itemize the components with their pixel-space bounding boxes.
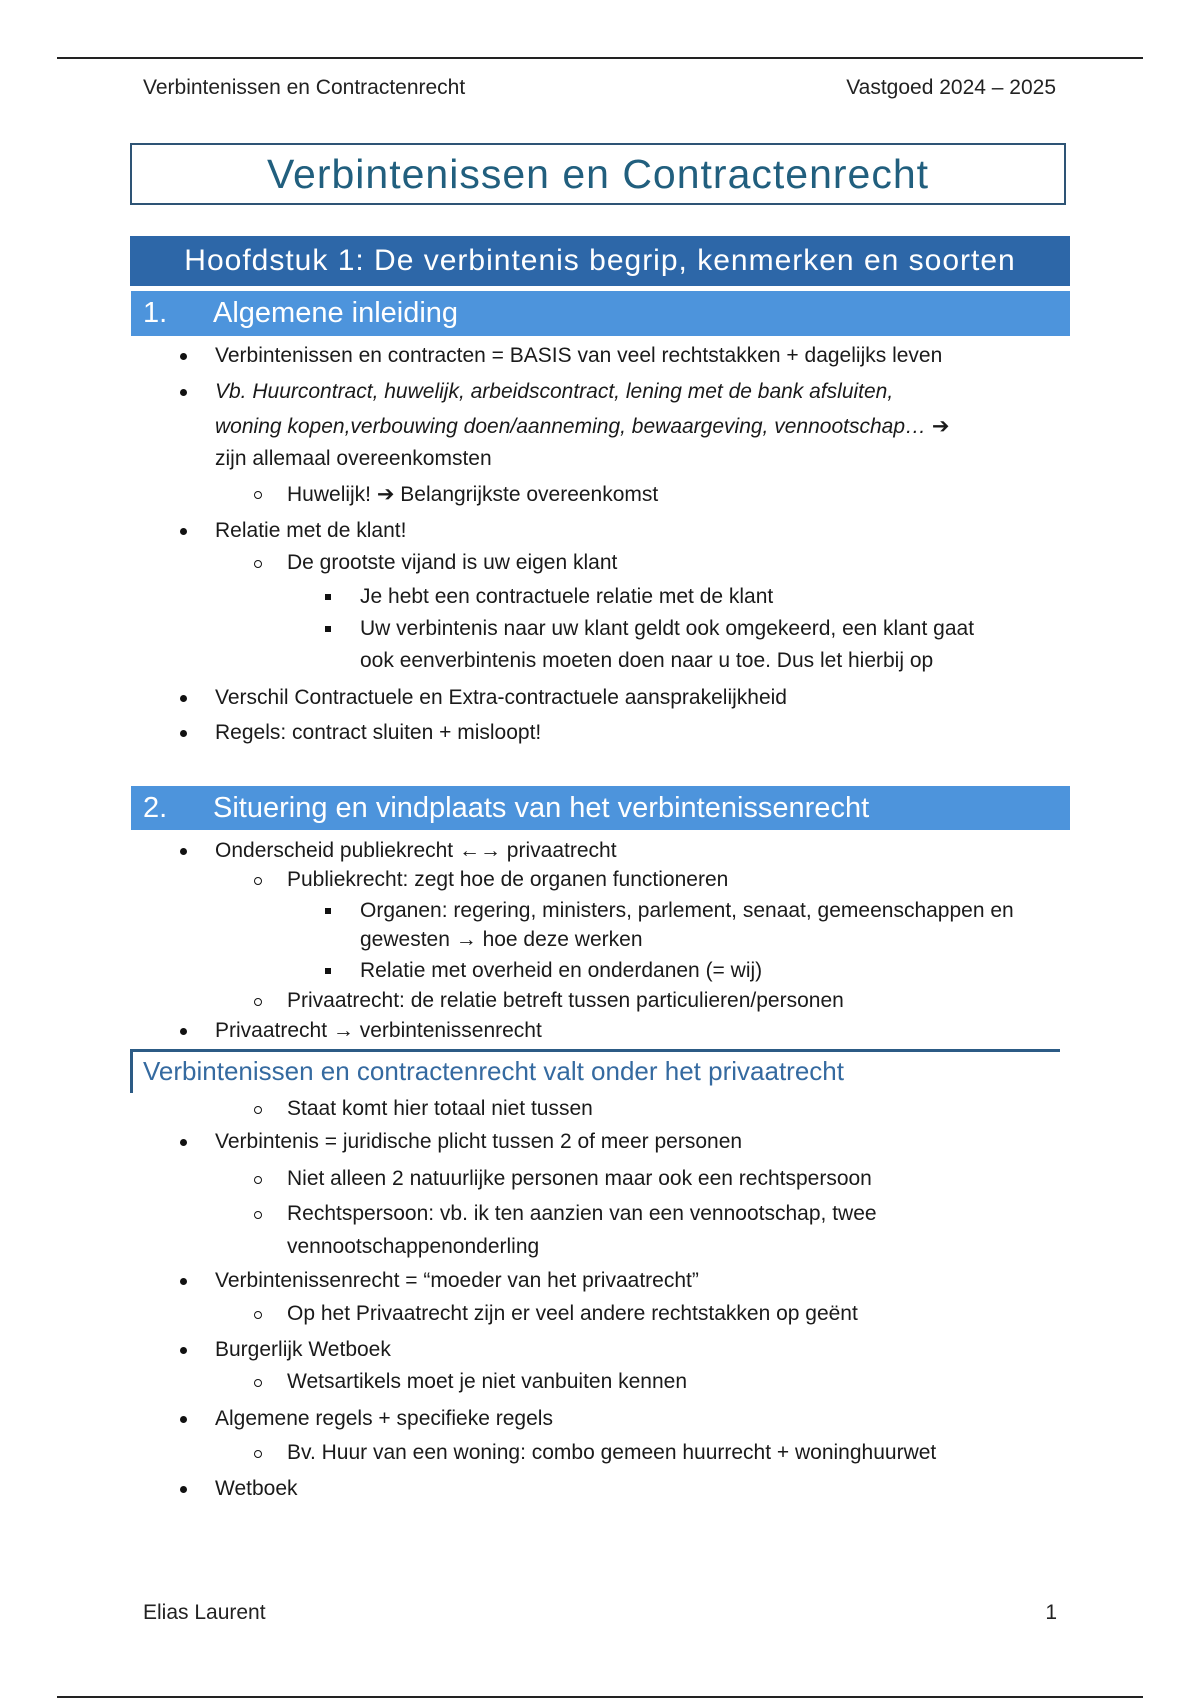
list-item: Huwelijk! ➔ Belangrijkste overeenkomst [287, 483, 659, 506]
header-right: Vastgoed 2024 – 2025 [846, 76, 1056, 99]
bullet [180, 1416, 187, 1423]
bullet [254, 1450, 262, 1458]
section-title: Situering en vindplaats van het verbintenissenrecht [213, 791, 870, 824]
list-item: Privaatrecht → verbintenissenrecht [215, 1019, 542, 1042]
list-item: Vb. Huurcontract, huwelijk, arbeidscontract, lening met de bank afsluiten, [215, 380, 894, 403]
bullet [254, 1311, 262, 1319]
bullet [180, 695, 187, 702]
list-item: Verbintenissen en contracten = BASIS van veel rechtstakken + dagelijks leven [215, 344, 943, 367]
list-item-continued: zijn allemaal overeenkomsten [215, 447, 492, 470]
list-item: Rechtspersoon: vb. ik ten aanzien van een vennootschap, twee [287, 1202, 877, 1225]
list-item: Onderscheid publiekrecht ←→ privaatrecht [215, 839, 617, 862]
list-item: Relatie met overheid en onderdanen (= wij) [360, 959, 763, 982]
top-rule [57, 57, 1143, 59]
list-item: Algemene regels + specifieke regels [215, 1407, 553, 1430]
list-item: Relatie met de klant! [215, 519, 407, 542]
page-number: 1 [1045, 1601, 1057, 1624]
bullet [180, 848, 187, 855]
bullet [180, 730, 187, 737]
subheading: Verbintenissen en contractenrecht valt onder het privaatrecht [130, 1049, 1060, 1093]
bottom-rule [57, 1696, 1143, 1698]
list-item-continued: woning kopen,verbouwing doen/aanneming, bewaargeving, vennootschap… ➔ [215, 415, 950, 438]
header-left: Verbintenissen en Contractenrecht [143, 76, 466, 99]
bullet [180, 353, 187, 360]
list-item: Verschil Contractuele en Extra-contractuele aansprakelijkheid [215, 686, 787, 709]
bullet [180, 528, 187, 535]
bullet [254, 1106, 262, 1114]
list-item: Niet alleen 2 natuurlijke personen maar ook een rechtspersoon [287, 1167, 872, 1190]
section-number: 1. [143, 297, 168, 329]
list-item-continued: ook eenverbintenis moeten doen naar u toe. Dus let hierbij op [360, 649, 934, 672]
document-title: Verbintenissen en Contractenrecht [130, 143, 1066, 205]
bullet [325, 594, 331, 600]
bullet [325, 968, 331, 974]
list-item: Wetsartikels moet je niet vanbuiten kennen [287, 1370, 688, 1393]
list-item: Organen: regering, ministers, parlement, senaat, gemeenschappen en [360, 899, 1014, 922]
section-title: Algemene inleiding [213, 297, 459, 329]
list-item: Staat komt hier totaal niet tussen [287, 1097, 593, 1120]
footer-author: Elias Laurent [143, 1601, 266, 1624]
bullet [180, 1139, 187, 1146]
list-item: Bv. Huur van een woning: combo gemeen huurrecht + woninghuurwet [287, 1441, 937, 1464]
list-item: Privaatrecht: de relatie betreft tussen particulieren/personen [287, 989, 844, 1012]
section-number: 2. [143, 791, 168, 824]
list-item-continued: gewesten → hoe deze werken [360, 928, 643, 951]
bullet [254, 1176, 262, 1184]
list-item: Regels: contract sluiten + misloopt! [215, 721, 542, 744]
bullet [325, 626, 331, 632]
bullet [254, 1211, 262, 1219]
bullet [254, 491, 262, 499]
chapter-heading: Hoofdstuk 1: De verbintenis begrip, kenmerken en soorten [130, 236, 1070, 286]
list-item: Burgerlijk Wetboek [215, 1338, 391, 1361]
list-item: Verbintenissenrecht = “moeder van het privaatrecht” [215, 1269, 699, 1292]
bullet [180, 389, 187, 396]
list-item: Je hebt een contractuele relatie met de klant [360, 585, 774, 608]
bullet [254, 560, 262, 568]
bullet [254, 1379, 262, 1387]
bullet [254, 998, 262, 1006]
bullet [180, 1278, 187, 1285]
bullet [180, 1486, 187, 1493]
list-item: Verbintenis = juridische plicht tussen 2 of meer personen [215, 1130, 743, 1153]
bullet [180, 1028, 187, 1035]
section-2-heading [131, 786, 1070, 830]
bullet [180, 1347, 187, 1354]
list-item: Op het Privaatrecht zijn er veel andere rechtstakken op geënt [287, 1302, 858, 1325]
list-item: Uw verbintenis naar uw klant geldt ook omgekeerd, een klant gaat [360, 617, 975, 640]
list-item: Publiekrecht: zegt hoe de organen functioneren [287, 868, 729, 891]
list-item-continued: vennootschappenonderling [287, 1235, 540, 1258]
bullet [254, 877, 262, 885]
bullet [325, 908, 331, 914]
section-1-heading [131, 291, 1070, 336]
list-item: Wetboek [215, 1477, 298, 1500]
list-item: De grootste vijand is uw eigen klant [287, 551, 618, 574]
